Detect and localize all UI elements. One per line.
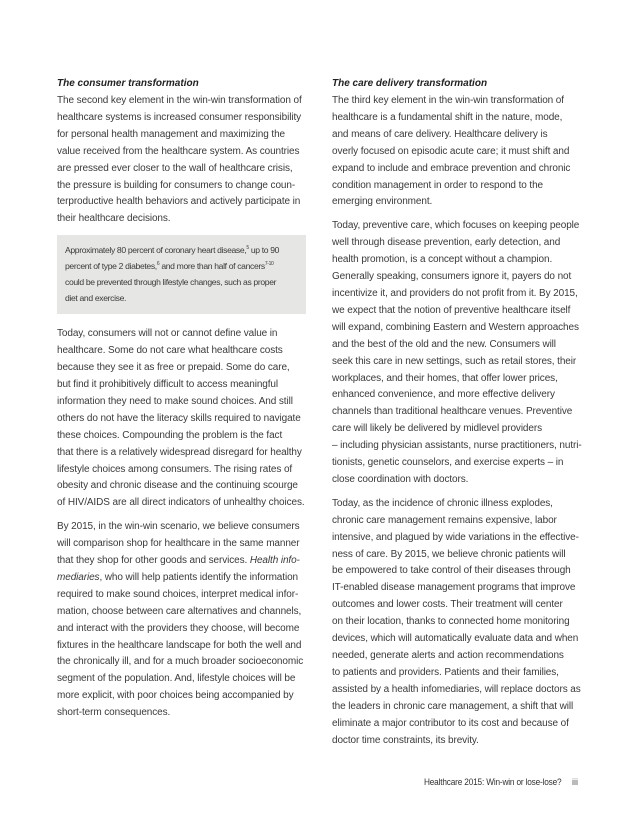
- text-line: to patients and providers. Patients and their families,: [332, 666, 559, 678]
- text-line: overly focused on episodic acute care; it must shift and: [332, 145, 570, 157]
- care-delivery-intro-paragraph: [332, 93, 582, 211]
- text-line: because they see it as free or prepaid. Some do care,: [57, 362, 290, 374]
- text-line: Today, consumers will not or cannot define value in: [57, 328, 278, 340]
- text-line: The third key element in the win-win transformation of: [332, 95, 564, 106]
- text-line: lifestyle choices among consumers. The rising rates of: [57, 463, 293, 475]
- text-line: incentivize it, and providers do not profit from it. By 2015,: [332, 287, 578, 299]
- text-line: and interact with the providers they choose, will become: [57, 622, 300, 634]
- text-line: others do not have the literacy skills required to navigate: [57, 412, 301, 424]
- section-heading-care-delivery: The care delivery transformation: [332, 78, 488, 89]
- text-line: Today, preventive care, which focuses on keeping people: [332, 220, 580, 232]
- text-line: short-term consequences.: [57, 707, 171, 719]
- page-number: iii: [572, 777, 578, 787]
- text-line: mation, choose between care alternatives and channels,: [57, 605, 302, 617]
- text-line: their healthcare decisions.: [57, 213, 171, 225]
- text-line: the pressure is building for consumers to change coun-: [57, 179, 296, 191]
- preventive-care-paragraph: [332, 218, 582, 489]
- text-line: information they need to make sound choices. And still: [57, 395, 293, 407]
- text-line: expand to include and embrace prevention and chronic: [332, 162, 571, 174]
- text-line: healthcare is a fundamental shift in the nature, mode,: [332, 111, 563, 123]
- text-line: healthcare systems is increased consumer responsibility: [57, 111, 302, 123]
- text-line: The second key element in the win-win transformation of: [57, 95, 302, 106]
- text-line: of HIV/AIDS are all direct indicators of unhealthy choices.: [57, 497, 305, 509]
- text-line: Today, as the incidence of chronic illness explodes,: [332, 497, 553, 509]
- footnote-ref: 7-10: [264, 261, 274, 268]
- consumer-today-paragraph: [57, 326, 306, 512]
- text-line: Generally speaking, consumers ignore it, payers do not: [332, 271, 572, 283]
- text-line: seek this care in new settings, such as retail stores, their: [332, 355, 577, 367]
- footnote-ref: 5: [246, 245, 249, 252]
- text-line: more explicit, with poor choices being accompanied by: [57, 690, 294, 702]
- text-line: but find it prohibitively difficult to access meaningful: [57, 378, 279, 390]
- text-line: eliminate a major contributor to its cost and because of: [332, 717, 569, 729]
- text-line: that there is a relatively widespread disregard for healthy: [57, 446, 302, 458]
- text-line: close coordination with doctors.: [332, 473, 469, 485]
- text-line: health promotion, is a concept without a champion.: [332, 254, 553, 266]
- chronic-care-paragraph: [332, 496, 582, 750]
- callout-line: diet and exercise.: [65, 293, 127, 304]
- consumer-intro-paragraph: [57, 93, 306, 228]
- text-line: that they shop for other goods and services. Health info-: [57, 555, 300, 567]
- text-line: well through disease prevention, early detection, and: [332, 237, 561, 249]
- text-line: segment of the population. And, lifestyle choices will be: [57, 673, 296, 685]
- right-column: [332, 77, 582, 756]
- text-line: healthcare. Some do not care what healthcare costs: [57, 345, 283, 357]
- text-line: By 2015, in the win-win scenario, we believe consumers: [57, 521, 300, 533]
- page-footer: [0, 776, 638, 790]
- callout-line: percent of type 2 diabetes,$^6$ and more than half of cancers$^{7-10}$: [65, 261, 274, 272]
- text-line: – including physician assistants, nurse practitioners, nutri-: [332, 440, 582, 452]
- text-line: the leaders in chronic care management, a shift that will: [332, 700, 574, 712]
- callout-line: could be prevented through lifestyle changes, such as proper: [65, 277, 277, 288]
- text-line: care will likely be delivered by midlevel providers: [332, 423, 542, 435]
- text-line: terproductive health behaviors and actively participate in: [57, 196, 301, 208]
- text-line: we expect that the notion of preventive healthcare itself: [332, 304, 571, 316]
- text-line: tionists, genetic counselors, and exercise experts – in: [332, 457, 564, 469]
- text-line: obesity and chronic disease and the continuing scourge: [57, 480, 298, 492]
- text-line: assisted by a health infomediaries, will replace doctors as: [332, 683, 581, 695]
- text-line: and means of care delivery. Healthcare delivery is: [332, 128, 548, 140]
- text-line: workplaces, and their homes, that offer lower prices,: [332, 372, 558, 384]
- text-line: value received from the healthcare system. As countries: [57, 145, 300, 157]
- text-line: fixtures in the healthcare landscape for both the well and: [57, 639, 302, 651]
- text-line: channels than traditional healthcare venues. Preventive: [332, 406, 573, 418]
- text-line: chronic care management remains expensive, labor: [332, 514, 557, 526]
- text-line: mediaries, who will help patients identify the information: [57, 571, 298, 583]
- left-column: [57, 77, 306, 729]
- text-line: are pressed ever closer to the wall of healthcare crisis,: [57, 162, 293, 174]
- text-line: on their location, thanks to connected home monitoring: [332, 616, 570, 628]
- text-line: required to make sound choices, interpret medical infor-: [57, 588, 299, 600]
- footnote-ref: 6: [156, 261, 160, 268]
- text-line: for personal health management and maximizing the: [57, 128, 286, 140]
- text-line: outcomes and lower costs. Their treatment will center: [332, 599, 563, 611]
- text-line: these choices. Compounding the problem is the fact: [57, 429, 283, 441]
- text-line: doctor time constraints, its brevity.: [332, 734, 479, 746]
- text-line: ness of care. By 2015, we believe chronic patients will: [332, 548, 566, 560]
- text-line: enhanced convenience, and more effective delivery: [332, 389, 555, 401]
- consumer-2015-paragraph: [57, 519, 306, 722]
- text-line: needed, generate alerts and action recommendations: [332, 650, 564, 661]
- text-line: will comparison shop for healthcare in the same manner: [57, 538, 300, 550]
- text-line: the chronically ill, and for a much broader socioeconomic: [57, 656, 304, 668]
- text-line: devices, which will automatically evaluate data and when: [332, 633, 579, 645]
- document-title: Healthcare 2015: Win-win or lose-lose?: [423, 777, 561, 787]
- text-line: emerging environment.: [332, 196, 433, 208]
- text-line: IT-enabled disease management programs that improve: [332, 582, 576, 594]
- text-line: condition management in order to respond to the: [332, 179, 543, 191]
- text-line: intensive, and plagued by wide variations in the effective-: [332, 531, 579, 543]
- statistics-callout: [57, 235, 306, 314]
- callout-line: Approximately 80 percent of coronary heart disease,$^5$ up to 90: [65, 245, 280, 256]
- text-line: will expand, combining Eastern and Western approaches: [332, 321, 579, 333]
- text-line: be empowered to take control of their diseases through: [332, 565, 571, 577]
- text-line: and the best of the old and the new. Consumers will: [332, 338, 556, 350]
- section-heading-consumer: The consumer transformation: [57, 78, 199, 89]
